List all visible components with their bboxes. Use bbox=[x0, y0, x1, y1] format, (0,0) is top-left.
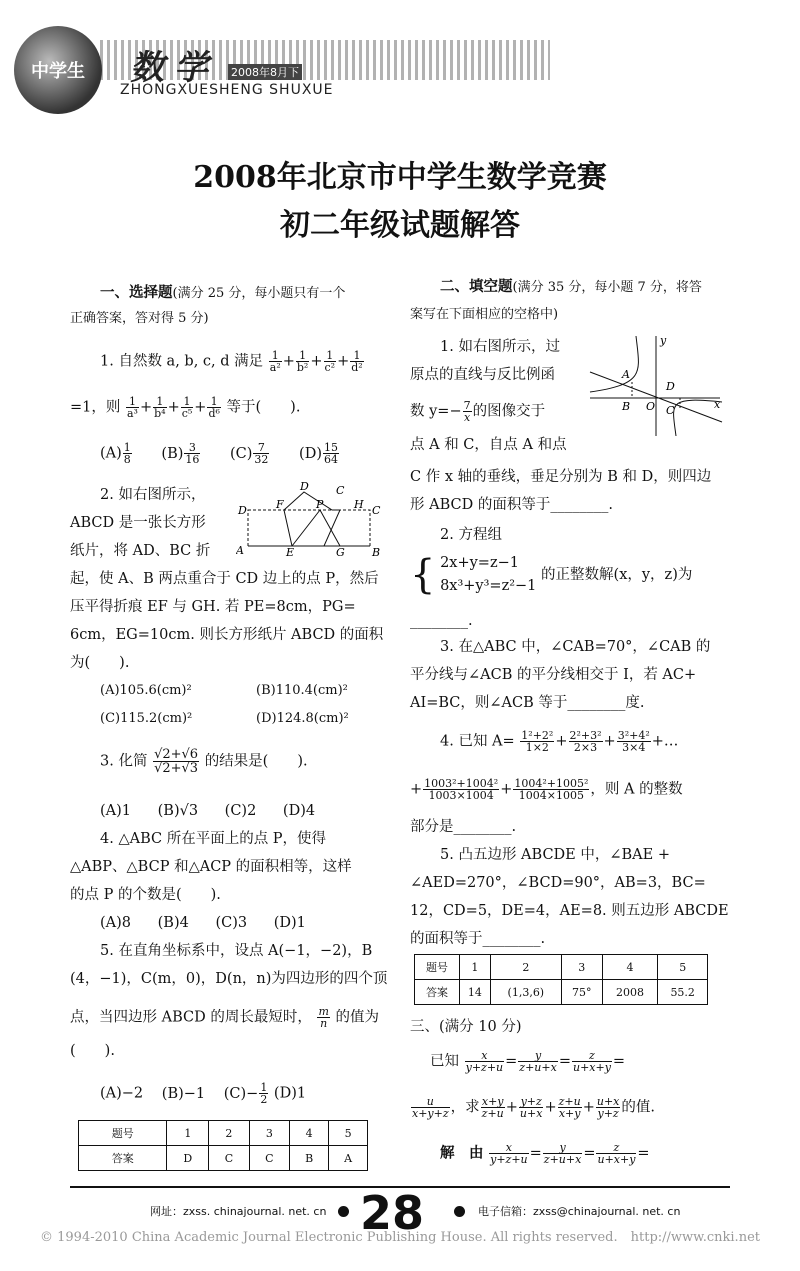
magazine-logo bbox=[14, 26, 102, 114]
q2-opt-b: (B)110.4(cm)² bbox=[256, 683, 348, 698]
s3-line2: $\frac{u}{x+y+z}$ ，求 $\frac{x+y}{z+u}$ + $\frac{y+z}{u+x}$ + $\frac{z+u}{x+y}$ + $\frac{u+x}{y+z}$ 的值. bbox=[412, 1095, 655, 1120]
table-row bbox=[79, 1146, 368, 1171]
issue-label: 2008年8月下 bbox=[228, 64, 302, 80]
q3-opt-d: (D)4 bbox=[282, 803, 316, 819]
q2-opt-a: (A)105.6(cm)² bbox=[100, 683, 192, 698]
f2-line3: ________. bbox=[410, 613, 473, 629]
f2-equations bbox=[440, 552, 536, 598]
table-cell: 55.2 bbox=[658, 980, 708, 1005]
table-row bbox=[79, 1121, 368, 1146]
q1-opt-c: (C) bbox=[230, 445, 253, 462]
article-title: 2008年北京市中学生数学竞赛 bbox=[193, 160, 607, 195]
svg-text:F: F bbox=[276, 498, 284, 511]
subject-label: 数学 bbox=[130, 48, 218, 88]
section2-note: (满分 35 分，每小题 7 分，将答 bbox=[512, 280, 702, 295]
q3-num: √2+√6 bbox=[154, 747, 199, 762]
svg-text:D: D bbox=[238, 504, 247, 517]
copyright-watermark: © 1994-2010 China Academic Journal Electronic Publishing House. All rights reserved. http://www.cnki.net bbox=[40, 1230, 760, 1245]
f1-line6: 形 ABCD 的面积等于________. bbox=[410, 497, 613, 513]
f3-line3: AI=BC，则∠ACB 等于________度. bbox=[410, 695, 645, 711]
table-cell: 题号 bbox=[415, 955, 460, 980]
table-cell: 5 bbox=[329, 1121, 368, 1146]
logo-text: 中学生 bbox=[31, 61, 85, 82]
table-cell: 2008 bbox=[602, 980, 658, 1005]
table-cell: 题号 bbox=[79, 1121, 167, 1146]
footer-dot bbox=[454, 1206, 465, 1217]
f4-line1: 4. 已知 A= $\frac{\text{1²+2²}}{1\times 2}$ + $\frac{\text{2²+3²}}{2\times 3}$ + $\frac{\text{3²+4²}}{3\times 4}$ +… bbox=[440, 729, 679, 754]
f1-text2: 的图像交于 bbox=[472, 403, 546, 420]
footer-website: 网址：zxss. chinajournal. net. cn bbox=[150, 1205, 327, 1218]
frac: $\frac{1}{\text{b⁴}}$ bbox=[154, 395, 166, 420]
f2-system bbox=[410, 552, 692, 598]
s3-text: 已知 bbox=[430, 1053, 459, 1070]
q1-opt-c-num: 7 bbox=[253, 442, 269, 454]
frac: $\frac{1}{\text{b²}}$ bbox=[296, 349, 309, 374]
f1-text: 数 y=− bbox=[410, 403, 462, 420]
q1-line2: =1，则 $\frac{1}{\text{a³}}$ + $\frac{1}{\text{b⁴}}$ + $\frac{1}{\text{c⁵}}$ + $\frac{1}{\text{d⁶}}$ 等于( ). bbox=[70, 395, 301, 420]
svg-text:C: C bbox=[336, 484, 345, 497]
s3-text2: ，求 bbox=[450, 1099, 480, 1116]
q3-opt-c: (C)2 bbox=[224, 803, 257, 819]
q1-opt-b: (B) bbox=[161, 445, 184, 462]
q1-text: 1. 自然数 a, b, c, d 满足 bbox=[100, 353, 264, 370]
q4-options bbox=[100, 916, 306, 931]
f4-line2: + $\frac{\text{1003²+1004²}}{1003\times 1004}$ + $\frac{\text{1004²+1005²}}{1004\times 1005}$ ，则 A 的整数 bbox=[410, 777, 683, 802]
left-column bbox=[70, 280, 390, 1180]
table-cell: A bbox=[329, 1146, 368, 1171]
svg-text:y: y bbox=[660, 334, 667, 347]
f4-text: 4. 已知 A= bbox=[440, 733, 515, 750]
answer-table-1 bbox=[78, 1120, 368, 1171]
s3-line1: 已知 $\frac{x}{y+z+u}$ = $\frac{y}{z+u+x}$ = $\frac{z}{u+x+y}$ = bbox=[430, 1049, 626, 1074]
table-cell: 75° bbox=[561, 980, 602, 1005]
q1-opt-d-num: 15 bbox=[323, 441, 338, 454]
svg-text:B: B bbox=[372, 546, 381, 558]
q4-opt-d: (D)1 bbox=[273, 915, 306, 931]
q1-opt-d: (D) bbox=[299, 445, 322, 462]
q5-opt-a: (A)−2 bbox=[100, 1085, 144, 1102]
f5-line2: ∠AED=270°，∠BCD=90°，AB=3，BC= bbox=[410, 875, 706, 891]
q1-text2: =1，则 bbox=[70, 399, 121, 416]
footer-email: 电子信箱：zxss@chinajournal. net. cn bbox=[478, 1205, 681, 1218]
svg-text:O: O bbox=[646, 400, 656, 413]
section2-note2: 案写在下面相应的空格中) bbox=[410, 307, 559, 322]
table-cell: 1 bbox=[167, 1121, 209, 1146]
f4-text2: ，则 A 的整数 bbox=[590, 781, 683, 798]
frac: $\frac{1}{\text{a²}}$ bbox=[269, 349, 281, 374]
q5-opt-d: (D)1 bbox=[273, 1085, 307, 1102]
svg-text:x: x bbox=[714, 398, 721, 411]
q1-text3: 等于( ). bbox=[226, 399, 301, 416]
q5-line3: 点，当四边形 ABCD 的周长最短时， $\frac{m}{n}$ 的值为 bbox=[70, 1005, 379, 1030]
footer-dot bbox=[338, 1206, 349, 1217]
q5-options: (A)−2 (B)−1 (C)− $\frac{1}{2}$ (D)1 bbox=[100, 1081, 307, 1106]
f4-line3: 部分是________. bbox=[410, 819, 517, 835]
f1-line2: 原点的直线与反比例函 bbox=[410, 367, 555, 383]
q5-opt-b: (B)−1 bbox=[161, 1085, 206, 1102]
q5-line2: (4，−1)，C(m，0)，D(n，n)为四边形的四个顶 bbox=[70, 971, 388, 987]
frac: $\frac{1}{\text{c²}}$ bbox=[324, 349, 336, 374]
q3-den: √2+√3 bbox=[154, 761, 199, 776]
svg-text:E: E bbox=[286, 546, 295, 558]
q5-opt-c: (C)− bbox=[223, 1085, 259, 1102]
f1-line5: C 作 x 轴的垂线，垂足分别为 B 和 D，则四边 bbox=[410, 469, 712, 485]
f3-line1: 3. 在△ABC 中，∠CAB=70°，∠CAB 的 bbox=[440, 639, 711, 655]
q4-line2: △ABP、△BCP 和△ACP 的面积相等，这样 bbox=[70, 859, 352, 875]
table-row bbox=[415, 980, 708, 1005]
table-cell: 3 bbox=[249, 1121, 289, 1146]
q5-line4: ( ). bbox=[70, 1043, 115, 1059]
q1-line1: 1. 自然数 a, b, c, d 满足 $\frac{1}{\text{a²}}$ + $\frac{1}{\text{b²}}$ + $\frac{1}{\text{c²}}$ + $\frac{1}{\text{d²}}$ bbox=[100, 349, 363, 374]
q5-line1: 5. 在直角坐标系中，设点 A(−1，−2)，B bbox=[100, 943, 373, 959]
q3-opt-b: (B)√3 bbox=[157, 803, 199, 819]
article-subtitle: 初二年级试题解答 bbox=[280, 208, 520, 243]
fold-diagram bbox=[236, 480, 386, 558]
q2-opt-c: (C)115.2(cm)² bbox=[100, 711, 193, 726]
q4-line3: 的点 P 的个数是( ). bbox=[70, 887, 221, 903]
frac: $\frac{1}{\text{d⁶}}$ bbox=[208, 395, 220, 420]
section1-note: (满分 25 分，每小题只有一个 bbox=[172, 286, 346, 301]
q4-line1: 4. △ABC 所在平面上的点 P，使得 bbox=[100, 831, 327, 847]
f5-line3: 12，CD=5，DE=4，AE=8. 则五边形 ABCDE bbox=[410, 903, 729, 919]
q5-text2: 的值为 bbox=[335, 1009, 379, 1026]
table-cell: 2 bbox=[209, 1121, 249, 1146]
svg-text:C: C bbox=[372, 504, 381, 517]
frac: $\frac{1}{\text{d²}}$ bbox=[351, 349, 363, 374]
s3-text3: 的值. bbox=[621, 1099, 655, 1116]
svg-text:C: C bbox=[666, 404, 675, 417]
svg-text:B: B bbox=[622, 400, 631, 413]
q2-line5: 压平得折痕 EF 与 GH. 若 PE=8cm，PG= bbox=[70, 599, 356, 615]
q1-opt-a-den: 8 bbox=[123, 453, 131, 466]
svg-text:D: D bbox=[300, 480, 309, 493]
q1-options bbox=[100, 442, 340, 465]
f4-tail: +… bbox=[651, 733, 679, 750]
svg-text:A: A bbox=[236, 544, 244, 557]
table-row bbox=[415, 955, 708, 980]
s3-line3: 解 由 $\frac{x}{y+z+u}$ = $\frac{y}{z+u+x}$ = $\frac{z}{u+x+y}$ = bbox=[440, 1141, 650, 1166]
table-cell: 14 bbox=[460, 980, 491, 1005]
q3-line1 bbox=[100, 748, 308, 775]
q1-opt-a-num: 1 bbox=[123, 441, 131, 454]
brace: { bbox=[410, 552, 436, 599]
q1-opt-a: (A) bbox=[100, 445, 122, 462]
answer-table-2 bbox=[414, 954, 708, 1005]
hyperbola-diagram bbox=[586, 332, 726, 438]
s3-solution-label: 解 由 bbox=[440, 1144, 484, 1162]
table-cell: 5 bbox=[658, 955, 708, 980]
q1-opt-b-den: 16 bbox=[185, 453, 200, 466]
table-cell: B bbox=[290, 1146, 329, 1171]
table-cell: 1 bbox=[460, 955, 491, 980]
q2-line3: 纸片，将 AD、BC 折 bbox=[70, 543, 211, 559]
q2-line2: ABCD 是一张长方形 bbox=[70, 515, 206, 531]
right-column bbox=[410, 280, 730, 1180]
f5-line4: 的面积等于________. bbox=[410, 931, 546, 947]
q3-text: 3. 化简 bbox=[100, 753, 148, 770]
q1-opt-c-den: 32 bbox=[254, 453, 269, 466]
frac: $\frac{1}{\text{a³}}$ bbox=[126, 395, 138, 420]
q2-opt-d: (D)124.8(cm)² bbox=[256, 711, 349, 726]
table-cell: 3 bbox=[561, 955, 602, 980]
f2-line1: 2. 方程组 bbox=[440, 527, 502, 543]
table-cell: D bbox=[167, 1146, 209, 1171]
table-cell: C bbox=[209, 1146, 249, 1171]
table-cell: 2 bbox=[490, 955, 561, 980]
frac: $\frac{1}{\text{c⁵}}$ bbox=[181, 395, 193, 420]
f2-text: 的正整数解(x，y，z)为 bbox=[541, 567, 693, 584]
f5-line1: 5. 凸五边形 ABCDE 中，∠BAE + bbox=[440, 847, 670, 863]
section1-heading: 一、选择题 bbox=[100, 284, 173, 301]
q5-text: 点，当四边形 ABCD 的周长最短时， bbox=[70, 1009, 312, 1026]
svg-text:H: H bbox=[354, 498, 364, 511]
q2-line6: 6cm，EG=10cm. 则长方形纸片 ABCD 的面积 bbox=[70, 627, 384, 643]
svg-text:G: G bbox=[336, 546, 345, 558]
f1-line4: 点 A 和 C，自点 A 和点 bbox=[410, 437, 567, 453]
q1-opt-b-num: 3 bbox=[184, 442, 200, 454]
q2-line7: 为( ). bbox=[70, 655, 130, 671]
page-number: 28 bbox=[360, 1186, 425, 1240]
section2-heading: 二、填空题 bbox=[440, 278, 513, 295]
table-cell: 4 bbox=[602, 955, 658, 980]
svg-text:A: A bbox=[622, 368, 630, 381]
table-cell: 答案 bbox=[415, 980, 460, 1005]
table-cell: 4 bbox=[290, 1121, 329, 1146]
q3-options bbox=[100, 804, 315, 819]
table-cell: (1,3,6) bbox=[490, 980, 561, 1005]
q2-line1: 2. 如右图所示， bbox=[100, 487, 206, 503]
f2-eq2: 8x³+y³=z²−1 bbox=[440, 578, 537, 595]
svg-text:D: D bbox=[666, 380, 675, 393]
q1-opt-d-den: 64 bbox=[323, 453, 338, 466]
f1-line3: 数 y=− $\frac{7}{x}$ 的图像交于 bbox=[410, 399, 546, 424]
section1-note2: 正确答案，答对得 5 分) bbox=[70, 311, 209, 326]
f2-eq1: 2x+y=z−1 bbox=[440, 555, 519, 571]
table-cell: C bbox=[249, 1146, 289, 1171]
svg-text:P: P bbox=[316, 498, 324, 511]
q4-opt-a: (A)8 bbox=[100, 915, 132, 931]
f1-line1: 1. 如右图所示，过 bbox=[440, 339, 560, 355]
q3-opt-a: (A)1 bbox=[100, 803, 132, 819]
q3-text2: 的结果是( ). bbox=[204, 753, 308, 770]
table-cell: 答案 bbox=[79, 1146, 167, 1171]
section3-heading: 三、(满分 10 分) bbox=[410, 1019, 522, 1035]
q4-opt-b: (B)4 bbox=[157, 915, 189, 931]
f3-line2: 平分线与∠ACB 的平分线相交于 I，若 AC+ bbox=[410, 667, 697, 683]
magazine-pinyin: ZHONGXUESHENG SHUXUE bbox=[120, 82, 334, 98]
q2-line4: 起，使 A、B 两点重合于 CD 边上的点 P，然后 bbox=[70, 571, 379, 587]
q4-opt-c: (C)3 bbox=[215, 915, 248, 931]
